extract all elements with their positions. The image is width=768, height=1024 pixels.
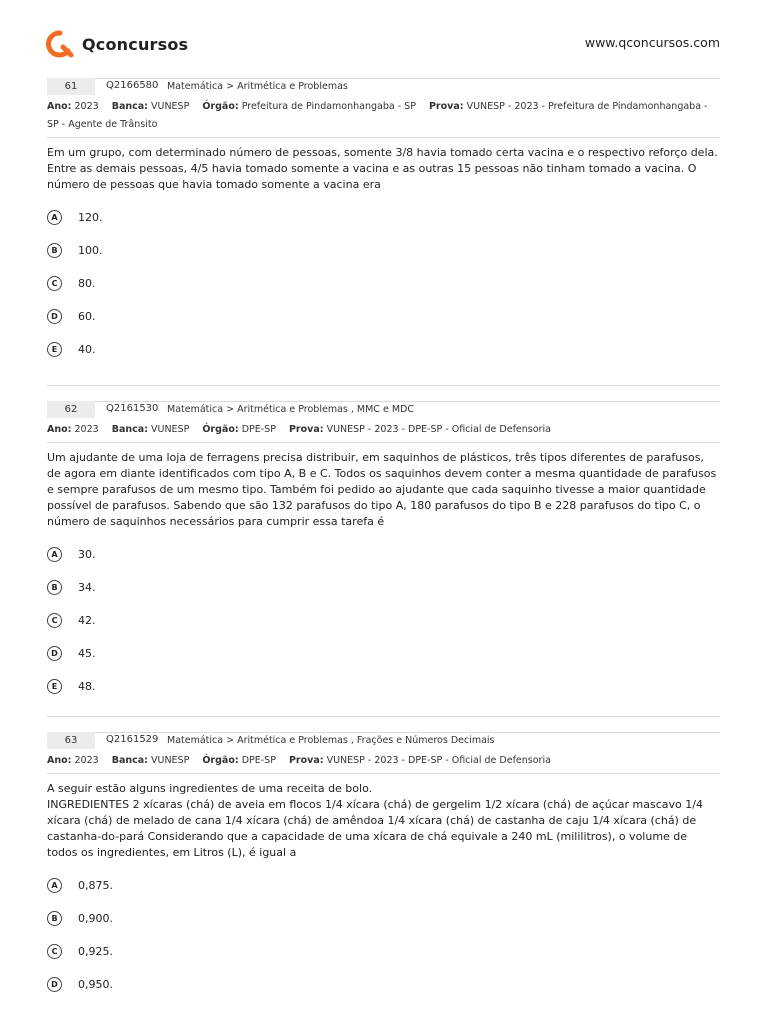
option-e[interactable] bbox=[47, 670, 720, 703]
option-d[interactable] bbox=[47, 637, 720, 670]
option-a[interactable] bbox=[47, 538, 720, 571]
page-header bbox=[0, 0, 768, 75]
option-a[interactable] bbox=[47, 201, 720, 234]
option-text: 100. bbox=[78, 244, 103, 257]
question-separator bbox=[47, 716, 720, 717]
banca-label: Banca: bbox=[111, 755, 148, 766]
option-b[interactable] bbox=[47, 571, 720, 604]
option-text: 48. bbox=[78, 680, 96, 693]
banca-value: VUNESP bbox=[151, 101, 190, 112]
option-letter[interactable]: D bbox=[47, 309, 62, 324]
option-b[interactable] bbox=[47, 902, 720, 935]
question-paragraph: INGREDIENTES 2 xícaras (chá) de aveia em flocos 1/4 xícara (chá) de gergelim 1/2 xícara (chá) de açúcar mascavo 1/4 xícara (chá) de melado de cana 1/4 xícara (chá) de amêndoa 1/4 xícara (chá) de castanha de caju 1/4 xícara (chá) de castanha-do-pará Considerando que a capacidade de uma xícara de chá equivale a 240 mL (mililitros), o volume de todos os ingredientes, em Litros (L), é igual a bbox=[47, 798, 703, 859]
option-letter[interactable]: B bbox=[47, 580, 62, 595]
question-paragraph: Em um grupo, com determinado número de pessoas, somente 3/8 havia tomado certa vacina e o respectivo reforço dela. Entre as demais pessoas, 4/5 havia tomado somente a vacina e as outras 15 pessoas não tinham tomado a vacina. O número de pessoas que havia tomado somente a vacina era bbox=[47, 146, 718, 191]
orgao-value: DPE-SP bbox=[241, 755, 276, 766]
option-text: 42. bbox=[78, 614, 96, 627]
option-text: 0,950. bbox=[78, 978, 113, 991]
option-text: 0,925. bbox=[78, 945, 113, 958]
ano-label: Ano: bbox=[47, 424, 72, 435]
ano-label: Ano: bbox=[47, 101, 72, 112]
orgao-label: Órgão: bbox=[202, 101, 239, 112]
ano-value: 2023 bbox=[74, 755, 99, 766]
option-letter[interactable]: B bbox=[47, 243, 62, 258]
option-c[interactable] bbox=[47, 604, 720, 637]
question-meta bbox=[47, 752, 720, 770]
option-c[interactable] bbox=[47, 935, 720, 968]
divider bbox=[47, 442, 720, 443]
orgao-label: Órgão: bbox=[202, 424, 239, 435]
option-letter[interactable]: C bbox=[47, 613, 62, 628]
option-text: 120. bbox=[78, 211, 103, 224]
answer-options bbox=[47, 201, 720, 366]
banca-value: VUNESP bbox=[151, 424, 190, 435]
question-separator bbox=[47, 385, 720, 386]
banca-label: Banca: bbox=[111, 101, 148, 112]
question-block bbox=[47, 401, 720, 703]
ano-label: Ano: bbox=[47, 755, 72, 766]
question-text bbox=[47, 781, 720, 861]
option-letter[interactable]: B bbox=[47, 911, 62, 926]
question-subject: Matemática > Aritmética e Problemas bbox=[167, 81, 348, 92]
question-number: 63 bbox=[47, 732, 95, 749]
option-d[interactable] bbox=[47, 300, 720, 333]
option-letter[interactable]: A bbox=[47, 210, 62, 225]
question-id[interactable]: Q2161529 bbox=[106, 734, 159, 745]
answer-options bbox=[47, 538, 720, 703]
option-letter[interactable]: E bbox=[47, 679, 62, 694]
prova-label: Prova: bbox=[288, 424, 324, 435]
ano-value: 2023 bbox=[74, 101, 99, 112]
question-id[interactable]: Q2166580 bbox=[106, 80, 159, 91]
prova-value: VUNESP - 2023 - Prefeitura de Pindamonhangaba - SP - Agente de Trânsito bbox=[47, 101, 708, 130]
answer-options bbox=[47, 869, 720, 1001]
banca-label: Banca: bbox=[111, 424, 148, 435]
option-text: 0,900. bbox=[78, 912, 113, 925]
orgao-value: DPE-SP bbox=[241, 424, 276, 435]
option-text: 40. bbox=[78, 343, 96, 356]
question-text bbox=[47, 450, 720, 530]
brand-logo[interactable] bbox=[46, 30, 188, 58]
banca-value: VUNESP bbox=[151, 755, 190, 766]
option-text: 45. bbox=[78, 647, 96, 660]
option-e[interactable] bbox=[47, 333, 720, 366]
option-d[interactable] bbox=[47, 968, 720, 1001]
option-text: 0,875. bbox=[78, 879, 113, 892]
option-letter[interactable]: E bbox=[47, 342, 62, 357]
question-paragraph: Um ajudante de uma loja de ferragens precisa distribuir, em saquinhos de plásticos, três tipos diferentes de parafusos, de agora em diante identificados com tipo A, B e C. Todos os saquinhos devem conter a mesma quantidade de parafusos e sempre parafusos de um mesmo tipo. Também foi pedido ao ajudante que cada saquinho tivesse a maior quantidade possível de parafusos. Sabendo que são 132 parafusos do tipo A, 180 parafusos do tipo B e 228 parafusos do tipo C, o número de saquinhos necessários para cumprir essa tarefa é bbox=[47, 451, 717, 528]
prova-label: Prova: bbox=[288, 755, 324, 766]
prova-value: VUNESP - 2023 - DPE-SP - Oficial de Defensoria bbox=[326, 755, 551, 766]
question-meta bbox=[47, 421, 720, 439]
question-meta bbox=[47, 98, 720, 134]
option-letter[interactable]: C bbox=[47, 276, 62, 291]
option-letter[interactable]: A bbox=[47, 878, 62, 893]
divider bbox=[47, 137, 720, 138]
site-url[interactable]: www.qconcursos.com bbox=[584, 35, 720, 50]
brand-name: Qconcursos bbox=[82, 34, 189, 54]
option-b[interactable] bbox=[47, 234, 720, 267]
option-text: 60. bbox=[78, 310, 96, 323]
question-block bbox=[47, 78, 720, 366]
option-letter[interactable]: D bbox=[47, 646, 62, 661]
qconcursos-logo-icon bbox=[46, 30, 74, 58]
option-letter[interactable]: D bbox=[47, 977, 62, 992]
question-text bbox=[47, 145, 720, 193]
option-letter[interactable]: C bbox=[47, 944, 62, 959]
prova-label: Prova: bbox=[428, 101, 464, 112]
prova-value: VUNESP - 2023 - DPE-SP - Oficial de Defensoria bbox=[326, 424, 551, 435]
question-number: 62 bbox=[47, 401, 95, 418]
question-number: 61 bbox=[47, 78, 95, 95]
divider bbox=[47, 773, 720, 774]
question-subject: Matemática > Aritmética e Problemas , Frações e Números Decimais bbox=[167, 735, 495, 746]
orgao-value: Prefeitura de Pindamonhangaba - SP bbox=[241, 101, 416, 112]
option-text: 30. bbox=[78, 548, 96, 561]
question-block bbox=[47, 732, 720, 1001]
orgao-label: Órgão: bbox=[202, 755, 239, 766]
option-c[interactable] bbox=[47, 267, 720, 300]
option-text: 80. bbox=[78, 277, 96, 290]
option-a[interactable] bbox=[47, 869, 720, 902]
question-subject: Matemática > Aritmética e Problemas , MMC e MDC bbox=[167, 404, 414, 415]
ano-value: 2023 bbox=[74, 424, 99, 435]
question-id[interactable]: Q2161530 bbox=[106, 403, 159, 414]
question-paragraph: A seguir estão alguns ingredientes de uma receita de bolo. bbox=[47, 782, 373, 795]
option-text: 34. bbox=[78, 581, 96, 594]
option-letter[interactable]: A bbox=[47, 547, 62, 562]
